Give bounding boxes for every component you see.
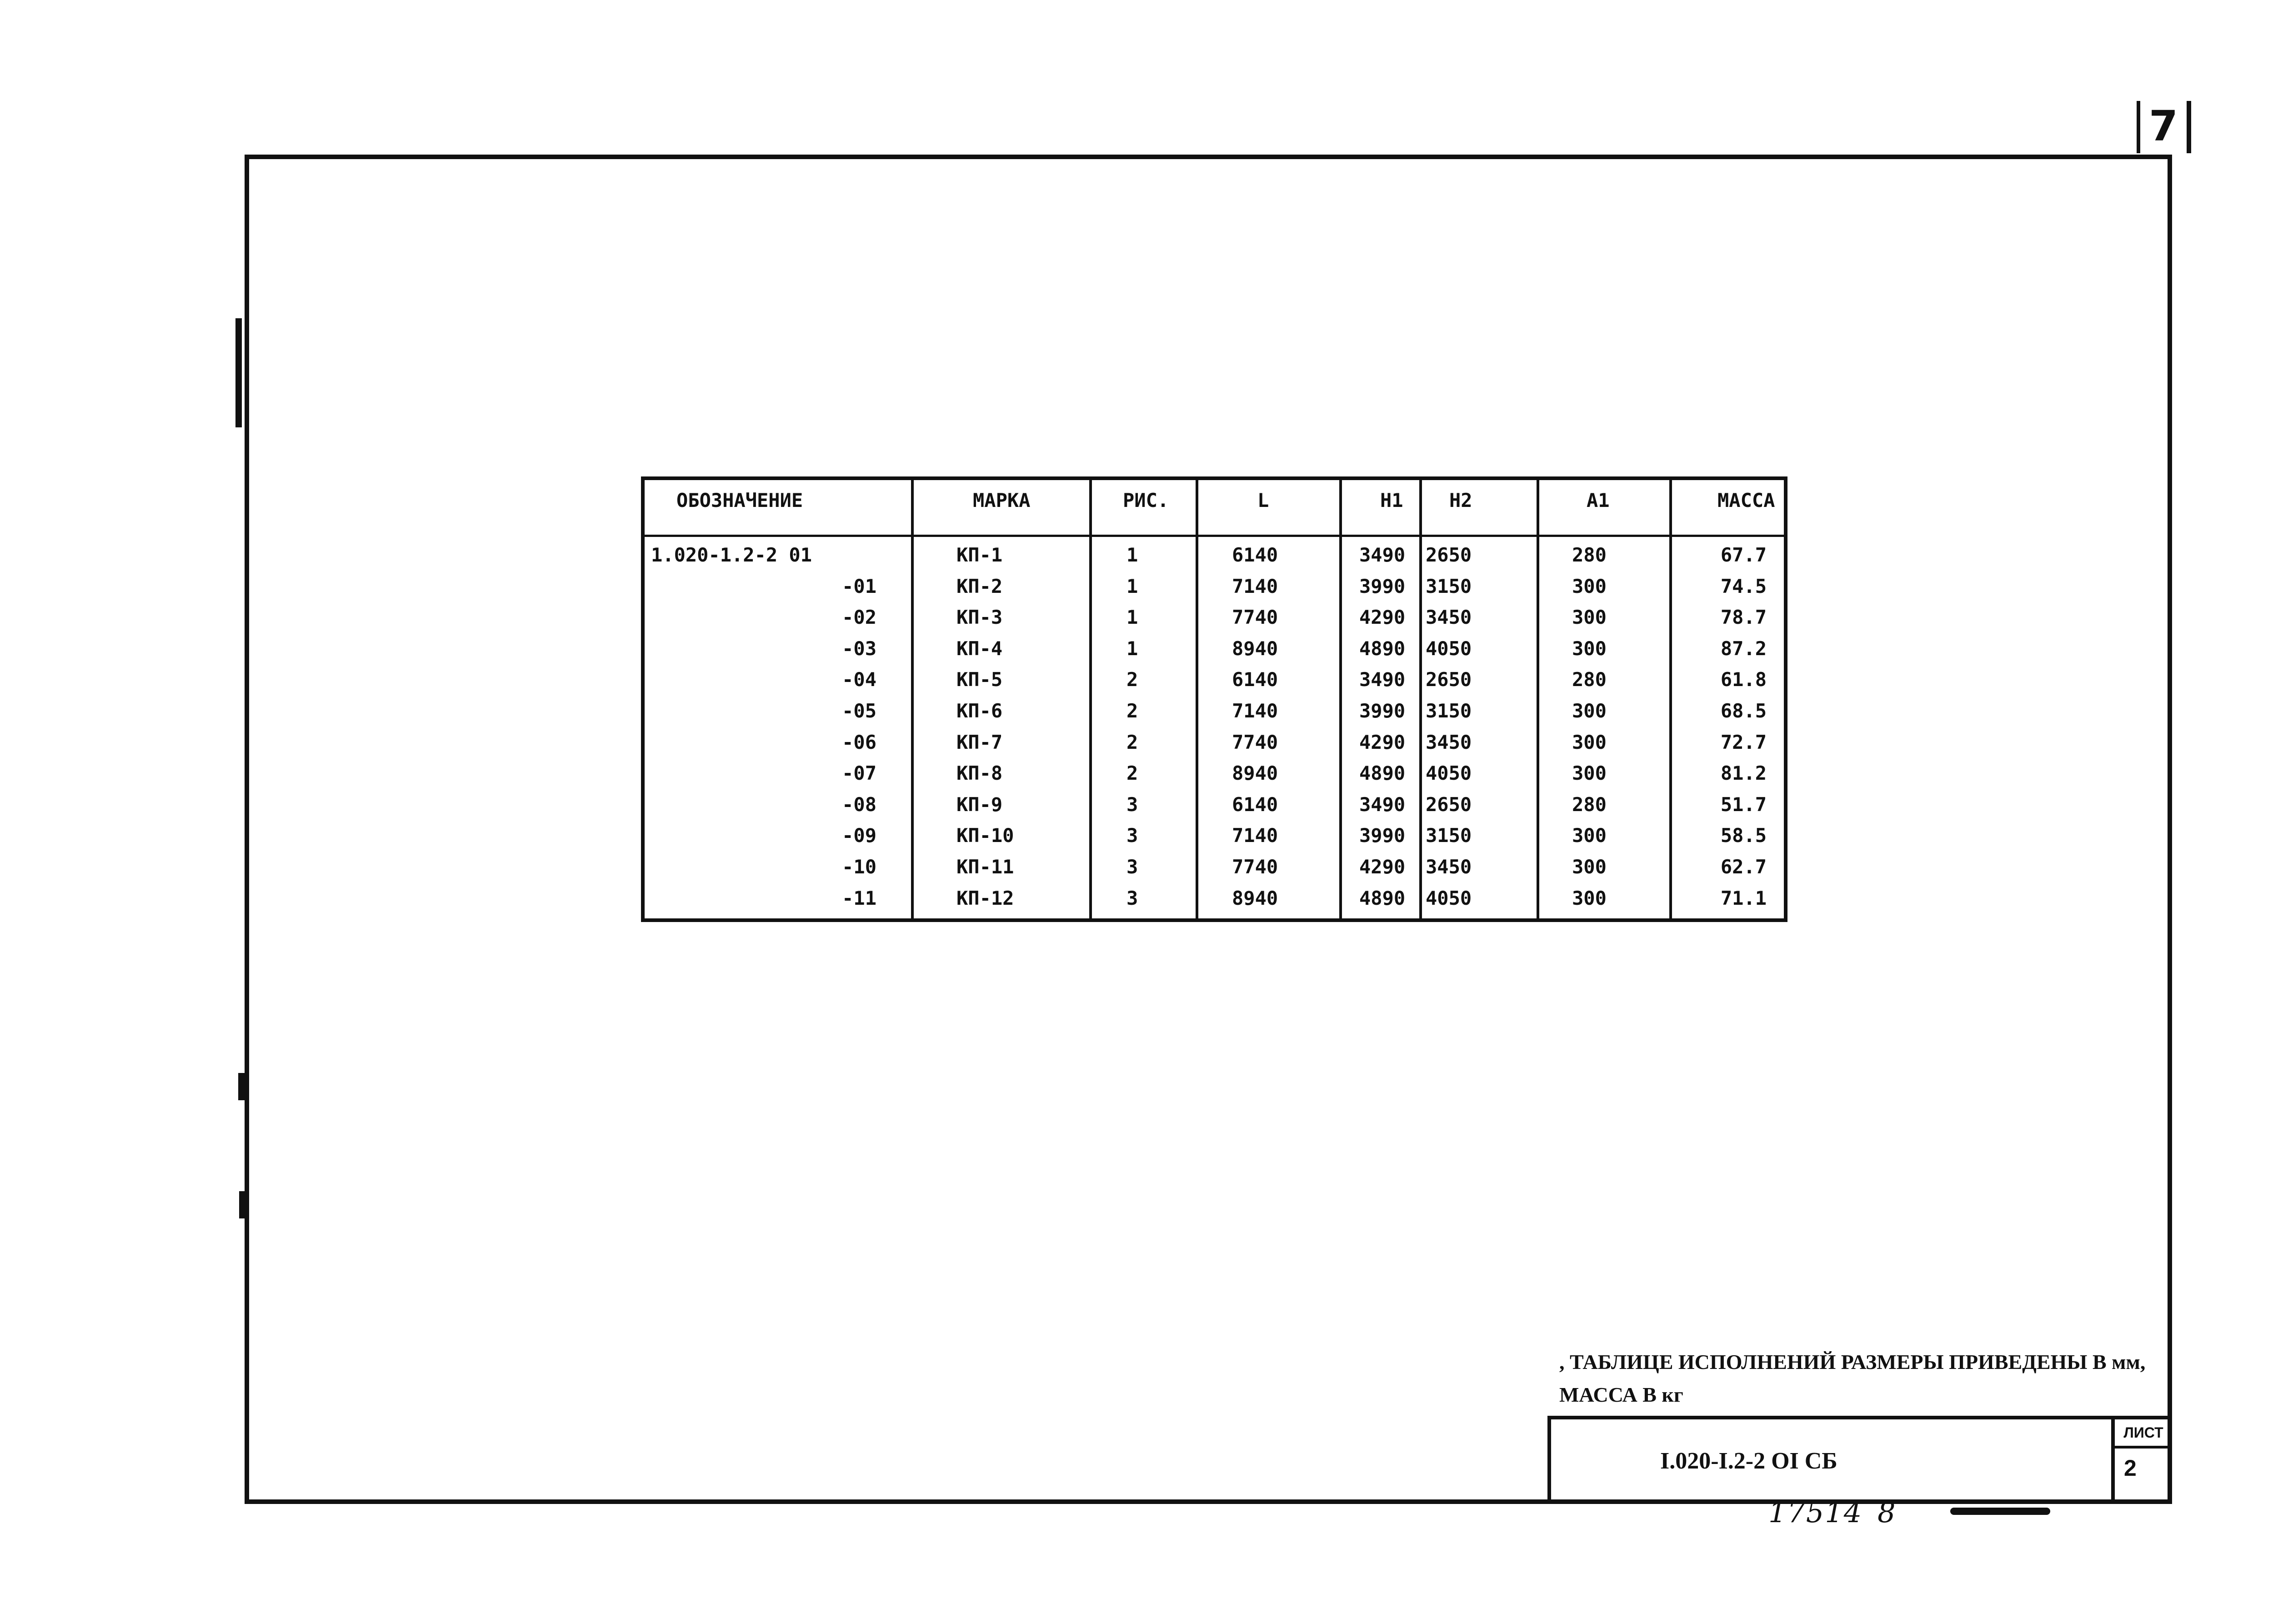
cell-mass: 71.1 — [1720, 887, 1767, 909]
cell-h2: 3150 — [1426, 575, 1472, 597]
cell-fig: 3 — [1126, 856, 1138, 878]
cell-mass: 51.7 — [1720, 793, 1767, 816]
cell-mass: 78.7 — [1720, 606, 1767, 629]
cell-fig: 2 — [1126, 668, 1138, 691]
cell-mark: КП-7 — [956, 731, 1003, 753]
cell-mass: 61.8 — [1720, 668, 1767, 691]
cell-h1: 3990 — [1359, 575, 1406, 597]
cell-mark: КП-2 — [956, 575, 1003, 597]
margin-mark — [239, 1191, 245, 1218]
cell-designation: -04 — [842, 668, 876, 691]
cell-h1: 3990 — [1359, 700, 1406, 722]
note-line-2: МАССА В кг — [1559, 1383, 1683, 1406]
cell-designation: -11 — [842, 887, 876, 909]
cell-h1: 3490 — [1359, 793, 1406, 816]
inventory-number: 17514 — [1768, 1496, 1863, 1529]
stamp-mark — [1950, 1508, 2050, 1515]
cell-designation: -10 — [842, 856, 876, 878]
cell-h1: 4290 — [1359, 606, 1406, 629]
cell-l: 7740 — [1232, 856, 1278, 878]
cell-designation: -06 — [842, 731, 876, 753]
cell-h1: 4890 — [1359, 762, 1406, 785]
page-number: 7 — [2137, 101, 2191, 153]
cell-mark: КП-1 — [956, 544, 1003, 566]
column-divider — [1089, 480, 1092, 918]
cell-fig: 1 — [1126, 606, 1138, 629]
title-block — [1547, 1416, 2172, 1504]
cell-designation: -09 — [842, 824, 876, 847]
cell-h1: 3990 — [1359, 824, 1406, 847]
header-h1: H1 — [1380, 489, 1403, 511]
cell-l: 6140 — [1232, 544, 1278, 566]
cell-fig: 1 — [1126, 544, 1138, 566]
column-divider — [1669, 480, 1672, 918]
cell-a1: 300 — [1572, 887, 1607, 909]
cell-h2: 4050 — [1426, 637, 1472, 660]
cell-h1: 4290 — [1359, 731, 1406, 753]
sheet-label: ЛИСТ — [2115, 1419, 2172, 1449]
cell-fig: 1 — [1126, 575, 1138, 597]
cell-h2: 3450 — [1426, 731, 1472, 753]
cell-h1: 3490 — [1359, 668, 1406, 691]
header-mass: МАССА — [1717, 489, 1775, 511]
cell-a1: 280 — [1572, 544, 1607, 566]
cell-a1: 280 — [1572, 793, 1607, 816]
column-divider — [1419, 480, 1422, 918]
sheet-box — [2111, 1419, 2172, 1504]
header-mark: МАРКА — [973, 489, 1031, 511]
cell-mark: КП-6 — [956, 700, 1003, 722]
cell-h2: 2650 — [1426, 793, 1472, 816]
cell-l: 8940 — [1232, 762, 1278, 785]
cell-designation: -02 — [842, 606, 876, 629]
cell-h2: 4050 — [1426, 887, 1472, 909]
cell-designation: -08 — [842, 793, 876, 816]
cell-a1: 300 — [1572, 731, 1607, 753]
cell-mark: КП-9 — [956, 793, 1003, 816]
cell-a1: 300 — [1572, 606, 1607, 629]
cell-h2: 3150 — [1426, 700, 1472, 722]
cell-l: 7140 — [1232, 575, 1278, 597]
cell-fig: 1 — [1126, 637, 1138, 660]
cell-designation: 1.020-1.2-2 01 — [651, 544, 812, 566]
cell-fig: 3 — [1126, 824, 1138, 847]
cell-fig: 2 — [1126, 731, 1138, 753]
column-divider — [1339, 480, 1342, 918]
cell-mass: 67.7 — [1720, 544, 1767, 566]
cell-h1: 4890 — [1359, 887, 1406, 909]
cell-a1: 300 — [1572, 824, 1607, 847]
cell-fig: 2 — [1126, 700, 1138, 722]
column-divider — [1196, 480, 1198, 918]
cell-h2: 3450 — [1426, 606, 1472, 629]
cell-h1: 4890 — [1359, 637, 1406, 660]
cell-a1: 300 — [1572, 762, 1607, 785]
header-l: L — [1257, 489, 1269, 511]
cell-a1: 300 — [1572, 637, 1607, 660]
header-fig: РИС. — [1123, 489, 1169, 511]
column-divider — [1537, 480, 1539, 918]
cell-fig: 3 — [1126, 793, 1138, 816]
header-a1: A1 — [1587, 489, 1610, 511]
cell-mark: КП-8 — [956, 762, 1003, 785]
cell-mass: 74.5 — [1720, 575, 1767, 597]
cell-mass: 81.2 — [1720, 762, 1767, 785]
inventory-sheet: 8 — [1877, 1496, 1896, 1529]
cell-fig: 3 — [1126, 887, 1138, 909]
specification-table — [641, 476, 1787, 922]
margin-mark — [238, 1073, 245, 1100]
cell-mark: КП-5 — [956, 668, 1003, 691]
cell-h2: 4050 — [1426, 762, 1472, 785]
cell-h2: 2650 — [1426, 668, 1472, 691]
cell-mark: КП-4 — [956, 637, 1003, 660]
dimensions-note — [1559, 1346, 2145, 1411]
cell-l: 7140 — [1232, 700, 1278, 722]
cell-h2: 3150 — [1426, 824, 1472, 847]
cell-designation: -01 — [842, 575, 876, 597]
cell-designation: -07 — [842, 762, 876, 785]
cell-designation: -05 — [842, 700, 876, 722]
cell-mass: 72.7 — [1720, 731, 1767, 753]
cell-mark: КП-3 — [956, 606, 1003, 629]
cell-mass: 58.5 — [1720, 824, 1767, 847]
cell-h2: 3450 — [1426, 856, 1472, 878]
header-h2: H2 — [1449, 489, 1472, 511]
cell-mark: КП-10 — [956, 824, 1014, 847]
cell-l: 7740 — [1232, 606, 1278, 629]
cell-fig: 2 — [1126, 762, 1138, 785]
header-designation: ОБОЗНАЧЕНИЕ — [676, 489, 803, 511]
cell-h1: 3490 — [1359, 544, 1406, 566]
margin-mark — [235, 318, 242, 427]
cell-l: 8940 — [1232, 637, 1278, 660]
cell-a1: 280 — [1572, 668, 1607, 691]
cell-a1: 300 — [1572, 575, 1607, 597]
cell-l: 7740 — [1232, 731, 1278, 753]
document-code: I.020-I.2-2 OI СБ — [1660, 1448, 1837, 1474]
cell-h2: 2650 — [1426, 544, 1472, 566]
cell-mass: 68.5 — [1720, 700, 1767, 722]
cell-l: 8940 — [1232, 887, 1278, 909]
cell-l: 7140 — [1232, 824, 1278, 847]
sheet-number: 2 — [2124, 1455, 2137, 1481]
cell-h1: 4290 — [1359, 856, 1406, 878]
cell-designation: -03 — [842, 637, 876, 660]
note-line-1: , ТАБЛИЦЕ ИСПОЛНЕНИЙ РАЗМЕРЫ ПРИВЕДЕНЫ В мм, — [1559, 1350, 2146, 1373]
cell-mark: КП-11 — [956, 856, 1014, 878]
cell-mark: КП-12 — [956, 887, 1014, 909]
cell-l: 6140 — [1232, 668, 1278, 691]
cell-a1: 300 — [1572, 856, 1607, 878]
header-divider — [645, 535, 1784, 537]
column-divider — [911, 480, 914, 918]
cell-mass: 62.7 — [1720, 856, 1767, 878]
cell-l: 6140 — [1232, 793, 1278, 816]
cell-a1: 300 — [1572, 700, 1607, 722]
cell-mass: 87.2 — [1720, 637, 1767, 660]
